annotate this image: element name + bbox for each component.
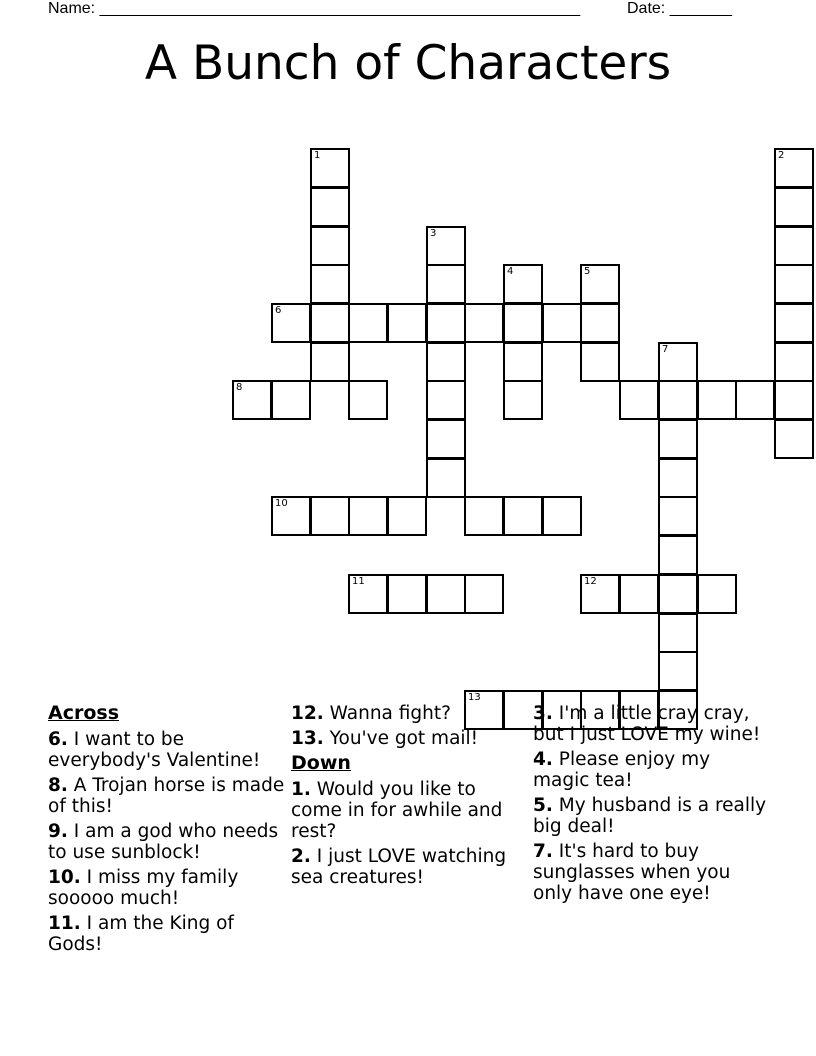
- grid-cell[interactable]: [697, 380, 737, 420]
- clue-item: [533, 841, 771, 904]
- clue-number: 8: [236, 382, 243, 393]
- clue-item-text: Please enjoy my magic tea!: [533, 749, 711, 791]
- down-heading: Down: [291, 752, 351, 774]
- clue-item-number: 4.: [533, 749, 553, 770]
- clue-item: [291, 703, 529, 724]
- clue-item-number: 9.: [48, 821, 68, 842]
- grid-cell[interactable]: [619, 574, 659, 614]
- grid-cell[interactable]: [658, 574, 698, 614]
- clue-number: 7: [662, 344, 669, 355]
- clue-item-number: 11.: [48, 913, 81, 934]
- clue-item-text: I miss my family sooooo much!: [48, 867, 239, 909]
- clue-item-text: I am the King of Gods!: [48, 913, 234, 955]
- grid-cell[interactable]: [580, 264, 620, 304]
- grid-cell[interactable]: [426, 342, 466, 382]
- grid-cell[interactable]: [774, 187, 814, 227]
- clue-item-text: It's hard to buy sunglasses when you only have one eye!: [533, 841, 731, 904]
- grid-cell[interactable]: [774, 380, 814, 420]
- grid-cell[interactable]: [387, 574, 427, 614]
- clue-item: [533, 749, 771, 791]
- clue-item-text: I just LOVE watching sea creatures!: [291, 846, 507, 888]
- grid-cell[interactable]: [658, 380, 698, 420]
- grid-cell[interactable]: [426, 419, 466, 459]
- clue-item-number: 13.: [291, 728, 324, 749]
- page-title: A Bunch of Characters: [144, 36, 672, 91]
- clue-item: [48, 867, 286, 909]
- grid-cell[interactable]: [464, 496, 504, 536]
- clue-item-text: I want to be everybody's Valentine!: [48, 729, 261, 771]
- clue-item-number: 12.: [291, 703, 324, 724]
- grid-cell[interactable]: [658, 535, 698, 575]
- grid-cell[interactable]: [426, 226, 466, 266]
- grid-cell[interactable]: [310, 303, 350, 343]
- grid-cell[interactable]: [348, 380, 388, 420]
- across-heading: Across: [48, 702, 120, 724]
- grid-cell[interactable]: [774, 148, 814, 188]
- grid-cell[interactable]: [503, 380, 543, 420]
- grid-cell[interactable]: [580, 303, 620, 343]
- clue-item: [533, 703, 771, 745]
- clue-number: 3: [430, 228, 437, 239]
- grid-cell[interactable]: [310, 226, 350, 266]
- grid-cell[interactable]: [658, 419, 698, 459]
- grid-cell[interactable]: [271, 496, 311, 536]
- grid-cell[interactable]: [503, 303, 543, 343]
- grid-cell[interactable]: [503, 264, 543, 304]
- clue-item-number: 1.: [291, 779, 311, 800]
- clue-item-text: I am a god who needs to use sunblock!: [48, 821, 279, 863]
- down-clue-list-continued: [533, 703, 771, 904]
- grid-cell[interactable]: [232, 380, 272, 420]
- clue-number: 2: [778, 150, 785, 161]
- clue-number: 5: [584, 266, 591, 277]
- grid-cell[interactable]: [774, 264, 814, 304]
- clue-number: 1: [314, 150, 321, 161]
- grid-cell[interactable]: [697, 574, 737, 614]
- grid-cell[interactable]: [580, 574, 620, 614]
- clue-item-text: You've got mail!: [323, 728, 479, 749]
- grid-cell[interactable]: [426, 380, 466, 420]
- grid-cell[interactable]: [774, 303, 814, 343]
- grid-cell[interactable]: [503, 342, 543, 382]
- clue-item-number: 10.: [48, 867, 81, 888]
- clue-item-text: A Trojan horse is made of this!: [48, 775, 285, 817]
- date-field-label: Date: _______: [627, 0, 732, 17]
- across-clue-list-continued: [291, 703, 529, 749]
- clue-item-number: 8.: [48, 775, 68, 796]
- grid-cell[interactable]: [464, 574, 504, 614]
- clue-item-text: Wanna fight?: [323, 703, 451, 724]
- grid-cell[interactable]: [387, 496, 427, 536]
- grid-cell[interactable]: [310, 264, 350, 304]
- name-field-label: Name: ______________________________________________________: [48, 0, 581, 17]
- grid-cell[interactable]: [310, 148, 350, 188]
- clues-column-3: [533, 703, 771, 908]
- clue-item-number: 6.: [48, 729, 68, 750]
- grid-cell[interactable]: [658, 342, 698, 382]
- clue-item-number: 5.: [533, 795, 553, 816]
- clue-item-text: My husband is a really big deal!: [533, 795, 767, 837]
- grid-cell[interactable]: [426, 303, 466, 343]
- clue-item-number: 2.: [291, 846, 311, 867]
- clue-item: [48, 775, 286, 817]
- grid-cell[interactable]: [426, 574, 466, 614]
- grid-cell[interactable]: [542, 496, 582, 536]
- grid-cell[interactable]: [735, 380, 775, 420]
- clue-number: 6: [275, 305, 282, 316]
- grid-cell[interactable]: [310, 187, 350, 227]
- grid-cell[interactable]: [348, 574, 388, 614]
- grid-cell[interactable]: [426, 264, 466, 304]
- grid-cell[interactable]: [348, 303, 388, 343]
- grid-cell[interactable]: [658, 458, 698, 498]
- clue-item: [291, 779, 529, 842]
- clues-column-1: [48, 703, 286, 959]
- clue-item: [48, 913, 286, 955]
- grid-cell[interactable]: [426, 458, 466, 498]
- clue-number: 10: [275, 498, 288, 509]
- grid-cell[interactable]: [774, 342, 814, 382]
- grid-cell[interactable]: [658, 496, 698, 536]
- grid-cell[interactable]: [774, 419, 814, 459]
- clue-number: 11: [352, 576, 365, 587]
- clue-item-number: 3.: [533, 703, 553, 724]
- clue-item-number: 7.: [533, 841, 553, 862]
- clue-number: 4: [507, 266, 514, 277]
- clue-item: [533, 795, 771, 837]
- grid-cell[interactable]: [464, 303, 504, 343]
- clue-item-text: Would you like to come in for awhile and rest?: [291, 779, 503, 842]
- grid-cell[interactable]: [310, 342, 350, 382]
- clue-item: [48, 821, 286, 863]
- grid-cell[interactable]: [658, 613, 698, 653]
- clue-number: 12: [584, 576, 597, 587]
- clue-item-text: I'm a little cray cray, but I just LOVE my wine!: [533, 703, 761, 745]
- clue-item: [291, 728, 529, 749]
- grid-cell[interactable]: [774, 226, 814, 266]
- grid-cell[interactable]: [348, 496, 388, 536]
- clue-item: [291, 846, 529, 888]
- grid-cell[interactable]: [542, 303, 582, 343]
- clues-column-2: [291, 703, 529, 892]
- clue-number: 13: [468, 692, 481, 703]
- grid-cell[interactable]: [658, 651, 698, 691]
- grid-cell[interactable]: [503, 496, 543, 536]
- grid-cell[interactable]: [387, 303, 427, 343]
- grid-cell[interactable]: [271, 380, 311, 420]
- clue-item: [48, 729, 286, 771]
- across-clue-list: [48, 729, 286, 955]
- down-clue-list: [291, 779, 529, 888]
- grid-cell[interactable]: [310, 496, 350, 536]
- grid-cell[interactable]: [619, 380, 659, 420]
- grid-cell[interactable]: [580, 342, 620, 382]
- grid-cell[interactable]: [271, 303, 311, 343]
